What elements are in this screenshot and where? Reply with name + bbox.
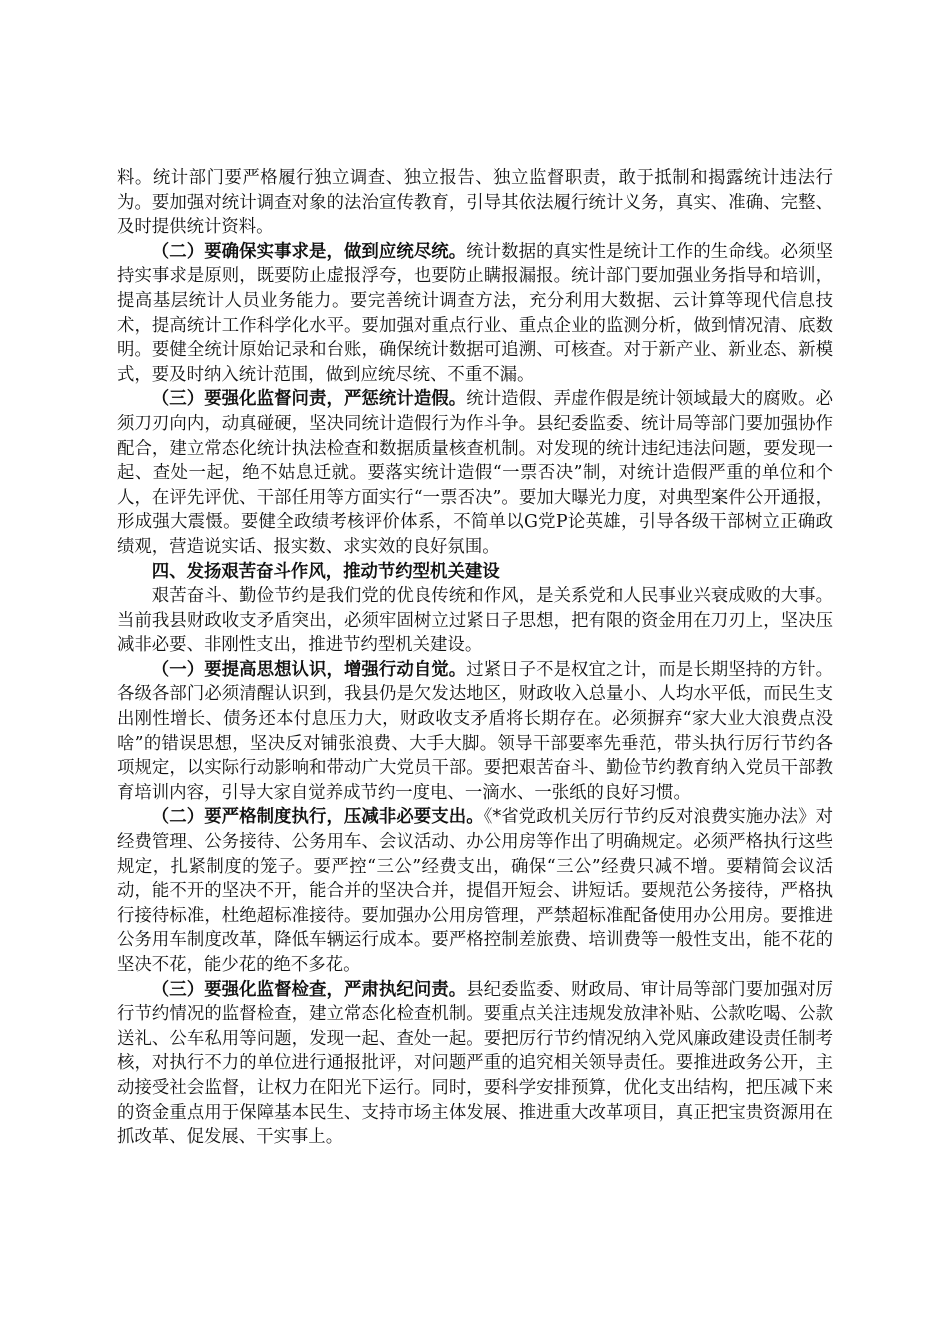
paragraph-text: 料。统计部门要严格履行独立调查、独立报告、独立监督职责，敢于抵制和揭露统计违法行为。要加强对统计调查对象的法治宣传教育，引导其依法履行统计义务，真实、准确、完整、及时提供统计资料。: [117, 168, 833, 238]
paragraph-text: 县纪委监委、财政局、审计局等部门要加强对厉行节约情况的监督检查，建立常态化检查机制。要重点关注违规发放津补贴、公款吃喝、公款送礼、公车私用等问题，发现一起、查处一起。要把厉行节约情况纳入党风廉政建设责任制考核，对执行不力的单位进行通报批评，对问题严重的追究相关领导责任。要推进政务公开，主动接受社会监督，让权力在阳光下运行。同时，要科学安排预算，优化支出结构，把压减下来的资金重点用于保障基本民生、支持市场主体发展、推进重大改革项目，真正把宝贵资源用在抓改革、促发展、干实事上。: [117, 979, 833, 1148]
section-title: 四、发扬艰苦奋斗作风，推动节约型机关建设: [151, 561, 500, 582]
paragraph-heading: （三）要强化监督检查，严肃执纪问责。: [151, 979, 467, 1000]
paragraph-supervision-inspection: [117, 978, 833, 1150]
paragraph-statistics-truthfulness: [117, 240, 833, 388]
paragraph-section-intro: [117, 584, 833, 658]
paragraph-text: 过紧日子不是权宜之计，而是长期坚持的方针。各级各部门必须清醒认识到，我县仍是欠发达地区，财政收入总量小、人均水平低，而民生支出刚性增长、债务还本付息压力大，财政收支矛盾将长期存在。必须摒弃“家大业大浪费点没啥”的错误思想，坚决反对铺张浪费、大手大脚。领导干部要率先垂范，带头执行厉行节约各项规定，以实际行动影响和带动广大党员干部。要把艰苦奋斗、勤俭节约教育纳入党员干部教育培训内容，引导大家自觉养成节约一度电、一滴水、一张纸的良好习惯。: [117, 659, 833, 803]
paragraph-heading: （二）要严格制度执行，压减非必要支出。: [151, 807, 484, 828]
paragraph-continuation: [117, 166, 833, 240]
document-page: [117, 166, 833, 1150]
paragraph-heading: （二）要确保实事求是，做到应统尽统。: [151, 241, 467, 262]
paragraph-text: 统计数据的真实性是统计工作的生命线。必须坚持实事求是原则，既要防止虚报浮夸，也要防止瞒报漏报。统计部门要加强业务指导和培训，提高基层统计人员业务能力。要完善统计调查方法，充分利用大数据、云计算等现代信息技术，提高统计工作科学化水平。要加强对重点行业、重点企业的监测分析，做到情况清、底数明。要健全统计原始记录和台账，确保统计数据可追溯、可核查。对于新产业、新业态、新模式，要及时纳入统计范围，做到应统尽统、不重不漏。: [117, 241, 833, 385]
paragraph-text: 艰苦奋斗、勤俭节约是我们党的优良传统和作风，是关系党和人民事业兴衰成败的大事。当前我县财政收支矛盾突出，必须牢固树立过紧日子思想，把有限的资金用在刀刃上，坚决压减非必要、非刚性支出，推进节约型机关建设。: [117, 586, 833, 656]
paragraph-system-execution: [117, 805, 833, 977]
paragraph-awareness: [117, 658, 833, 806]
paragraph-heading: （三）要强化监督问责，严惩统计造假。: [151, 389, 467, 410]
paragraph-text: 统计造假、弄虚作假是统计领域最大的腐败。必须刀刃向内，动真碰硬，坚决同统计造假行为作斗争。县纪委监委、统计局等部门要加强协作配合，建立常态化统计执法检查和数据质量核查机制。对发现的统计违纪违法问题，要发现一起、查处一起，绝不姑息迁就。要落实统计造假“一票否决”制，对统计造假严重的单位和个人，在评先评优、干部任用等方面实行“一票否决”。要加大曝光力度，对典型案件公开通报，形成强大震慑。要健全政绩考核评价体系，不简单以G党P论英雄，引导各级干部树立正确政绩观，营造说实话、报实数、求实效的良好氛围。: [117, 389, 833, 557]
paragraph-heading: （一）要提高思想认识，增强行动自觉。: [151, 659, 467, 680]
paragraph-text: 《*省党政机关厉行节约反对浪费实施办法》对经费管理、公务接待、公务用车、会议活动、办公用房等作出了明确规定。必须严格执行这些规定，扎紧制度的笼子。要严控“三公”经费支出，确保“三公”经费只减不增。要精简会议活动，能不开的坚决不开，能合并的坚决合并，提倡开短会、讲短话。要规范公务接待，严格执行接待标准，杜绝超标准接待。要加强办公用房管理，严禁超标准配备使用办公用房。要推进公务用车制度改革，降低车辆运行成本。要严格控制差旅费、培训费等一般性支出，能不花的坚决不花，能少花的绝不多花。: [117, 807, 833, 975]
paragraph-statistics-supervision: [117, 387, 833, 559]
